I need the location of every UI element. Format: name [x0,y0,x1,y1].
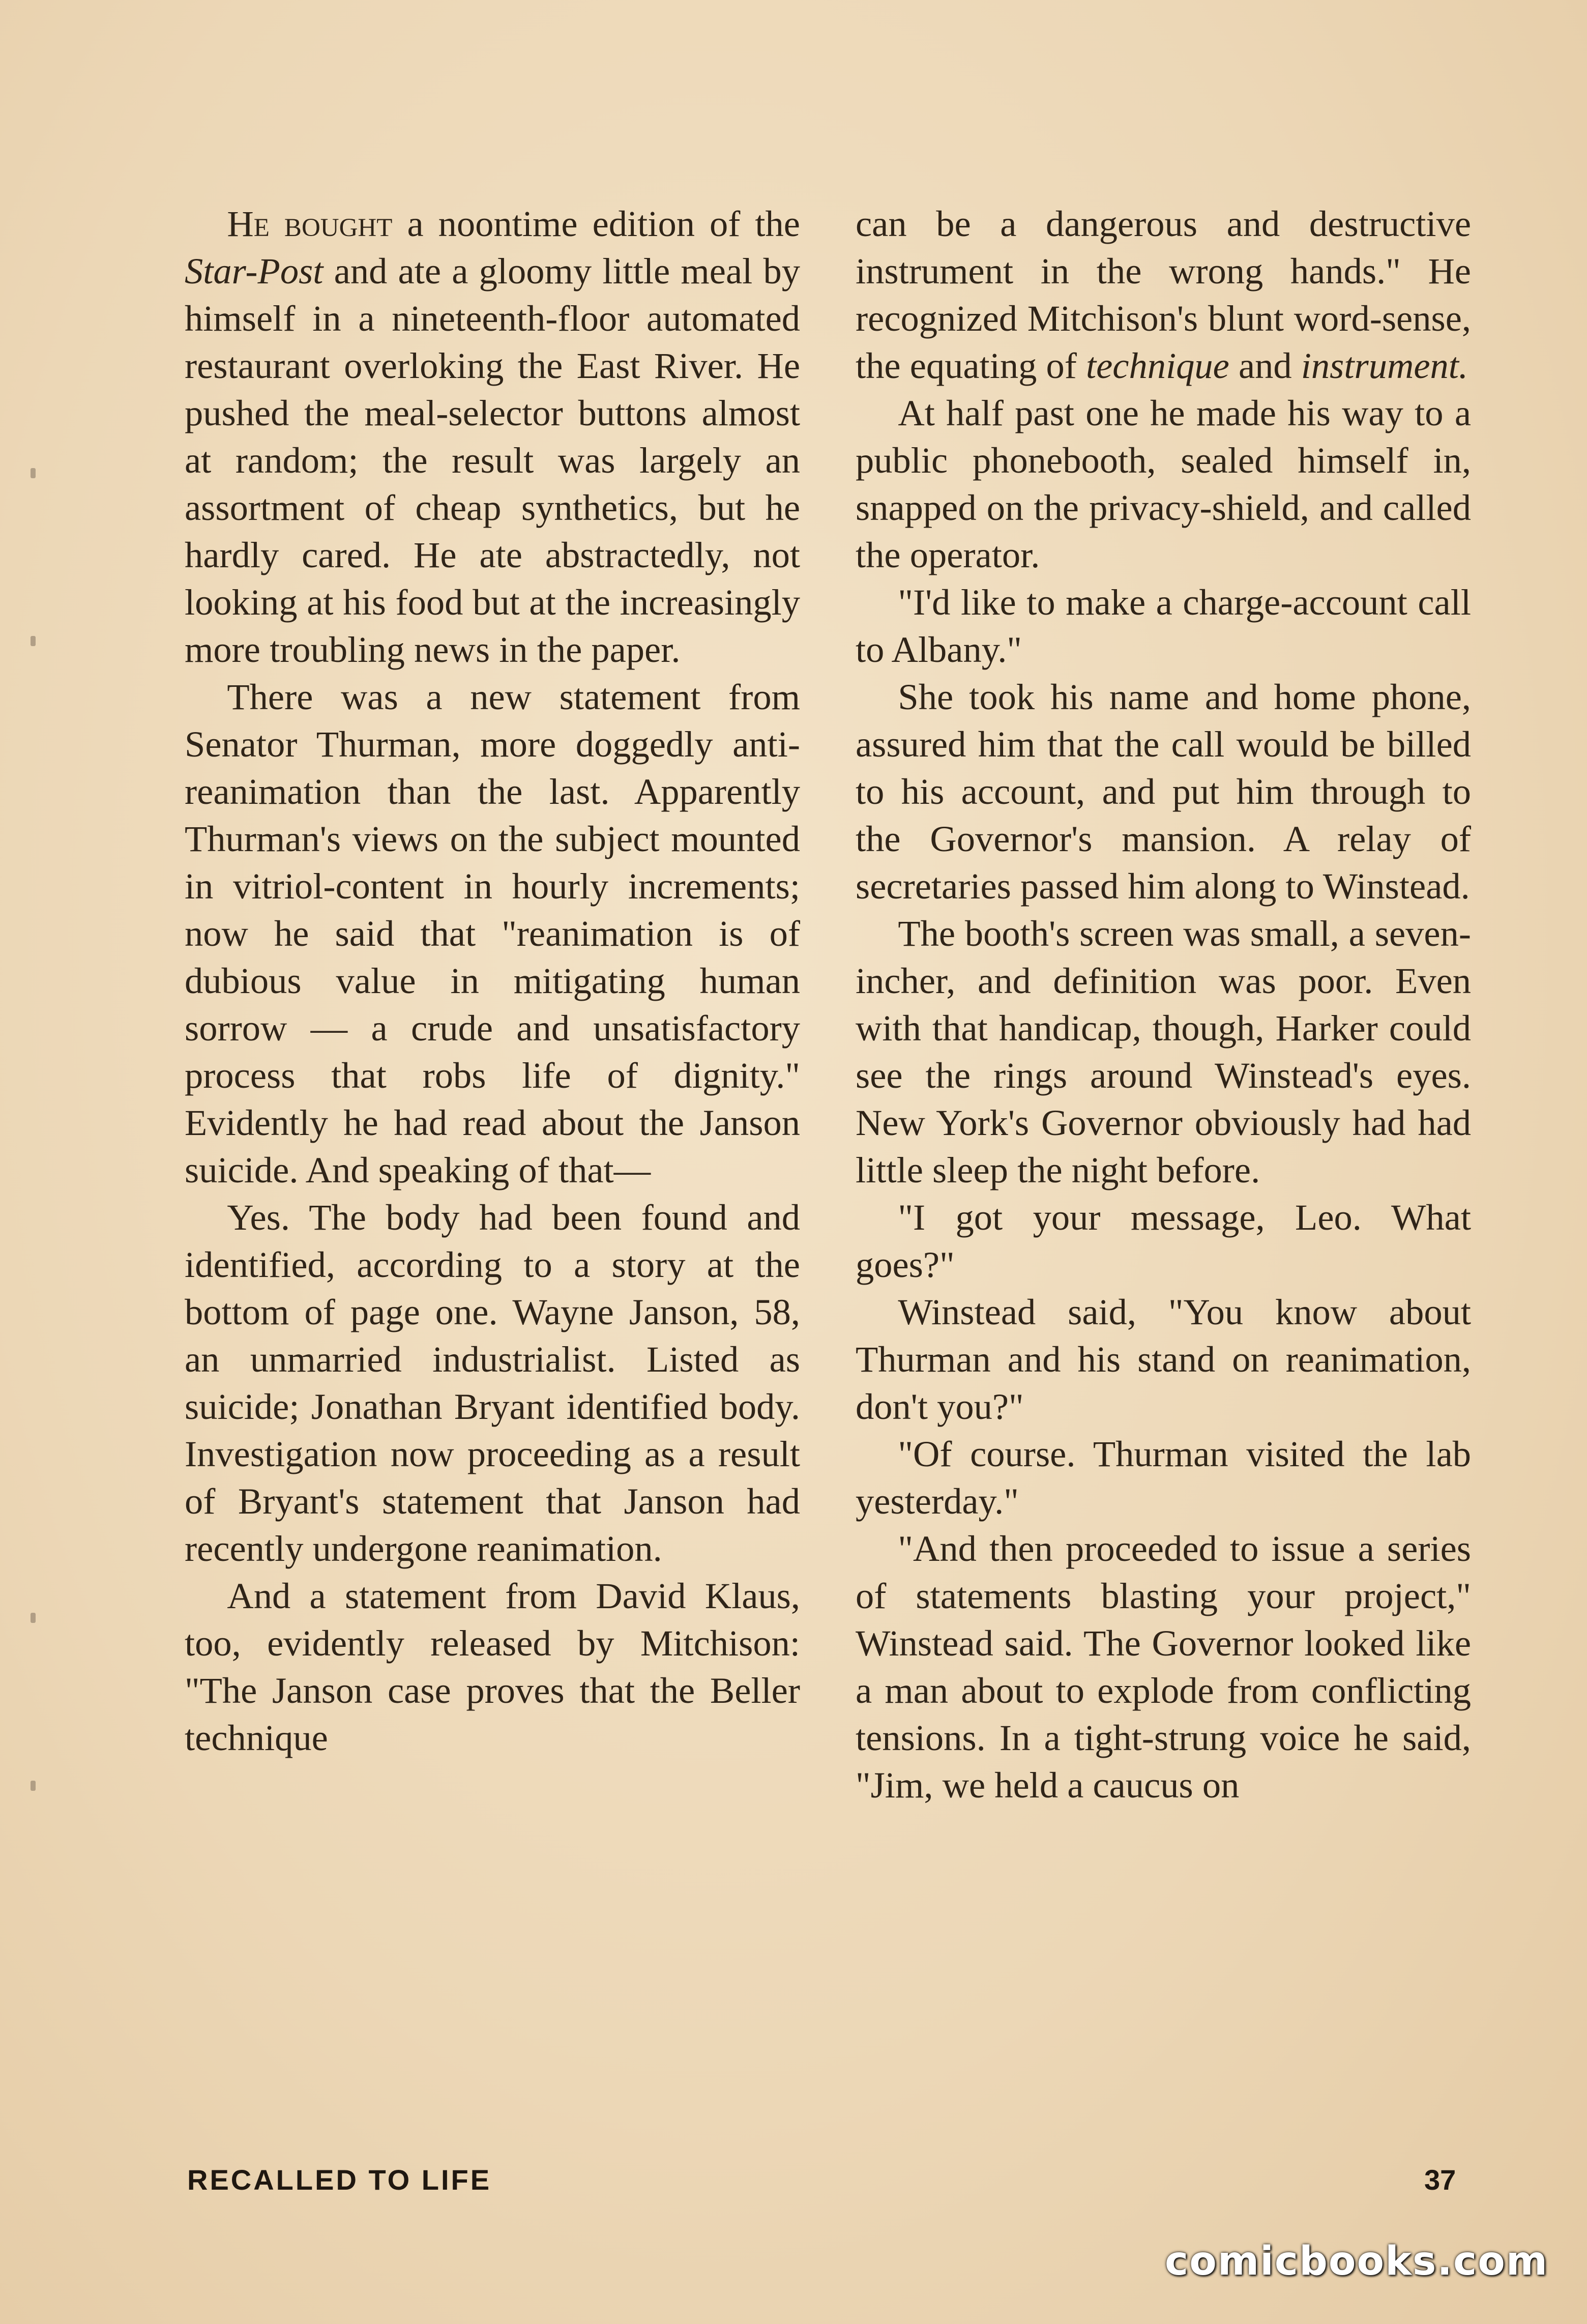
paragraph: "I got your message, Leo. What goes?" [856,1197,1471,1285]
paragraph: And a statement from David Klaus, too, evidently released by Mitchison: "The Janson case proves that the Beller technique [185,1575,800,1758]
text-run: can be a dangerous and destructive instrument in the wrong hands." He recognized Mitchison's blunt word-sense, the equating of [856,203,1471,386]
paragraph [856,200,1471,389]
binding-hole-mark [31,1781,36,1791]
binding-hole-mark [31,1613,36,1623]
newspaper-title: Star-Post [185,250,324,292]
text-run: and [1229,345,1301,386]
page-number: 37 [1424,2164,1456,2196]
lead-in-small-caps: He bought [227,203,393,244]
paragraph [185,200,800,673]
paragraph: Winstead said, "You know about Thurman and his stand on reanimation, don't you?" [856,1291,1471,1427]
paragraph: Yes. The body had been found and identified, according to a story at the bottom of page one. Wayne Janson, 58, an unmarried industrialist. Listed as suicide; Jonathan Bryant identified body. Investigation now proceeding as a result of Bryant's statement that Janson had recently undergone reanimation. [185,1197,800,1569]
paragraph: The booth's screen was small, a seven-incher, and definition was poor. Even with that handicap, though, Harker could see the rings around Winstead's eyes. New York's Governor obviously had had little sleep the night before. [856,913,1471,1190]
paragraph: "And then proceeded to issue a series of statements blasting your project," Winstead said. The Governor looked like a man about to explode from conflicting tensions. In a tight-strung voice he said, "Jim, we held a caucus on [856,1528,1471,1806]
text-run: a noontime edition of the [392,203,800,244]
binding-hole-mark [31,468,36,478]
paragraph: There was a new statement from Senator Thurman, more doggedly anti-reanimation than the last. Apparently Thurman's views on the subject mounted in vitriol-content in hourly increments; now he said that "reanimation is of dubious value in mitigating human sorrow — a crude and unsatisfactory process that robs life of dignity." Evidently he had read about the Janson suicide. And speaking of that— [185,676,800,1190]
site-watermark: comicbooks.com [1165,2239,1549,2284]
binding-hole-mark [31,636,36,646]
italic-word: technique [1085,345,1229,386]
right-text-column [856,200,1471,1809]
running-footer-title: RECALLED TO LIFE [187,2164,492,2196]
paragraph: "I'd like to make a charge-account call to Albany." [856,582,1471,670]
paragraph: At half past one he made his way to a public phonebooth, sealed himself in, snapped on the privacy-shield, and called the operator. [856,392,1471,575]
paragraph: She took his name and home phone, assured him that the call would be billed to his account, and put him through to the Governor's mansion. A relay of secretaries passed him along to Winstead. [856,676,1471,907]
left-text-column [185,200,800,1761]
text-run: and ate a gloomy little meal by himself in a nineteenth-floor automated restaurant overloking the East River. He pushed the meal-selector buttons almost at random; the result was largely an assortment of cheap synthetics, but he hardly cared. He ate abstractedly, not looking at his food but at the increasingly more troubling news in the paper. [185,250,800,670]
paragraph: "Of course. Thurman visited the lab yesterday." [856,1433,1471,1522]
italic-word: instrument. [1301,345,1468,386]
